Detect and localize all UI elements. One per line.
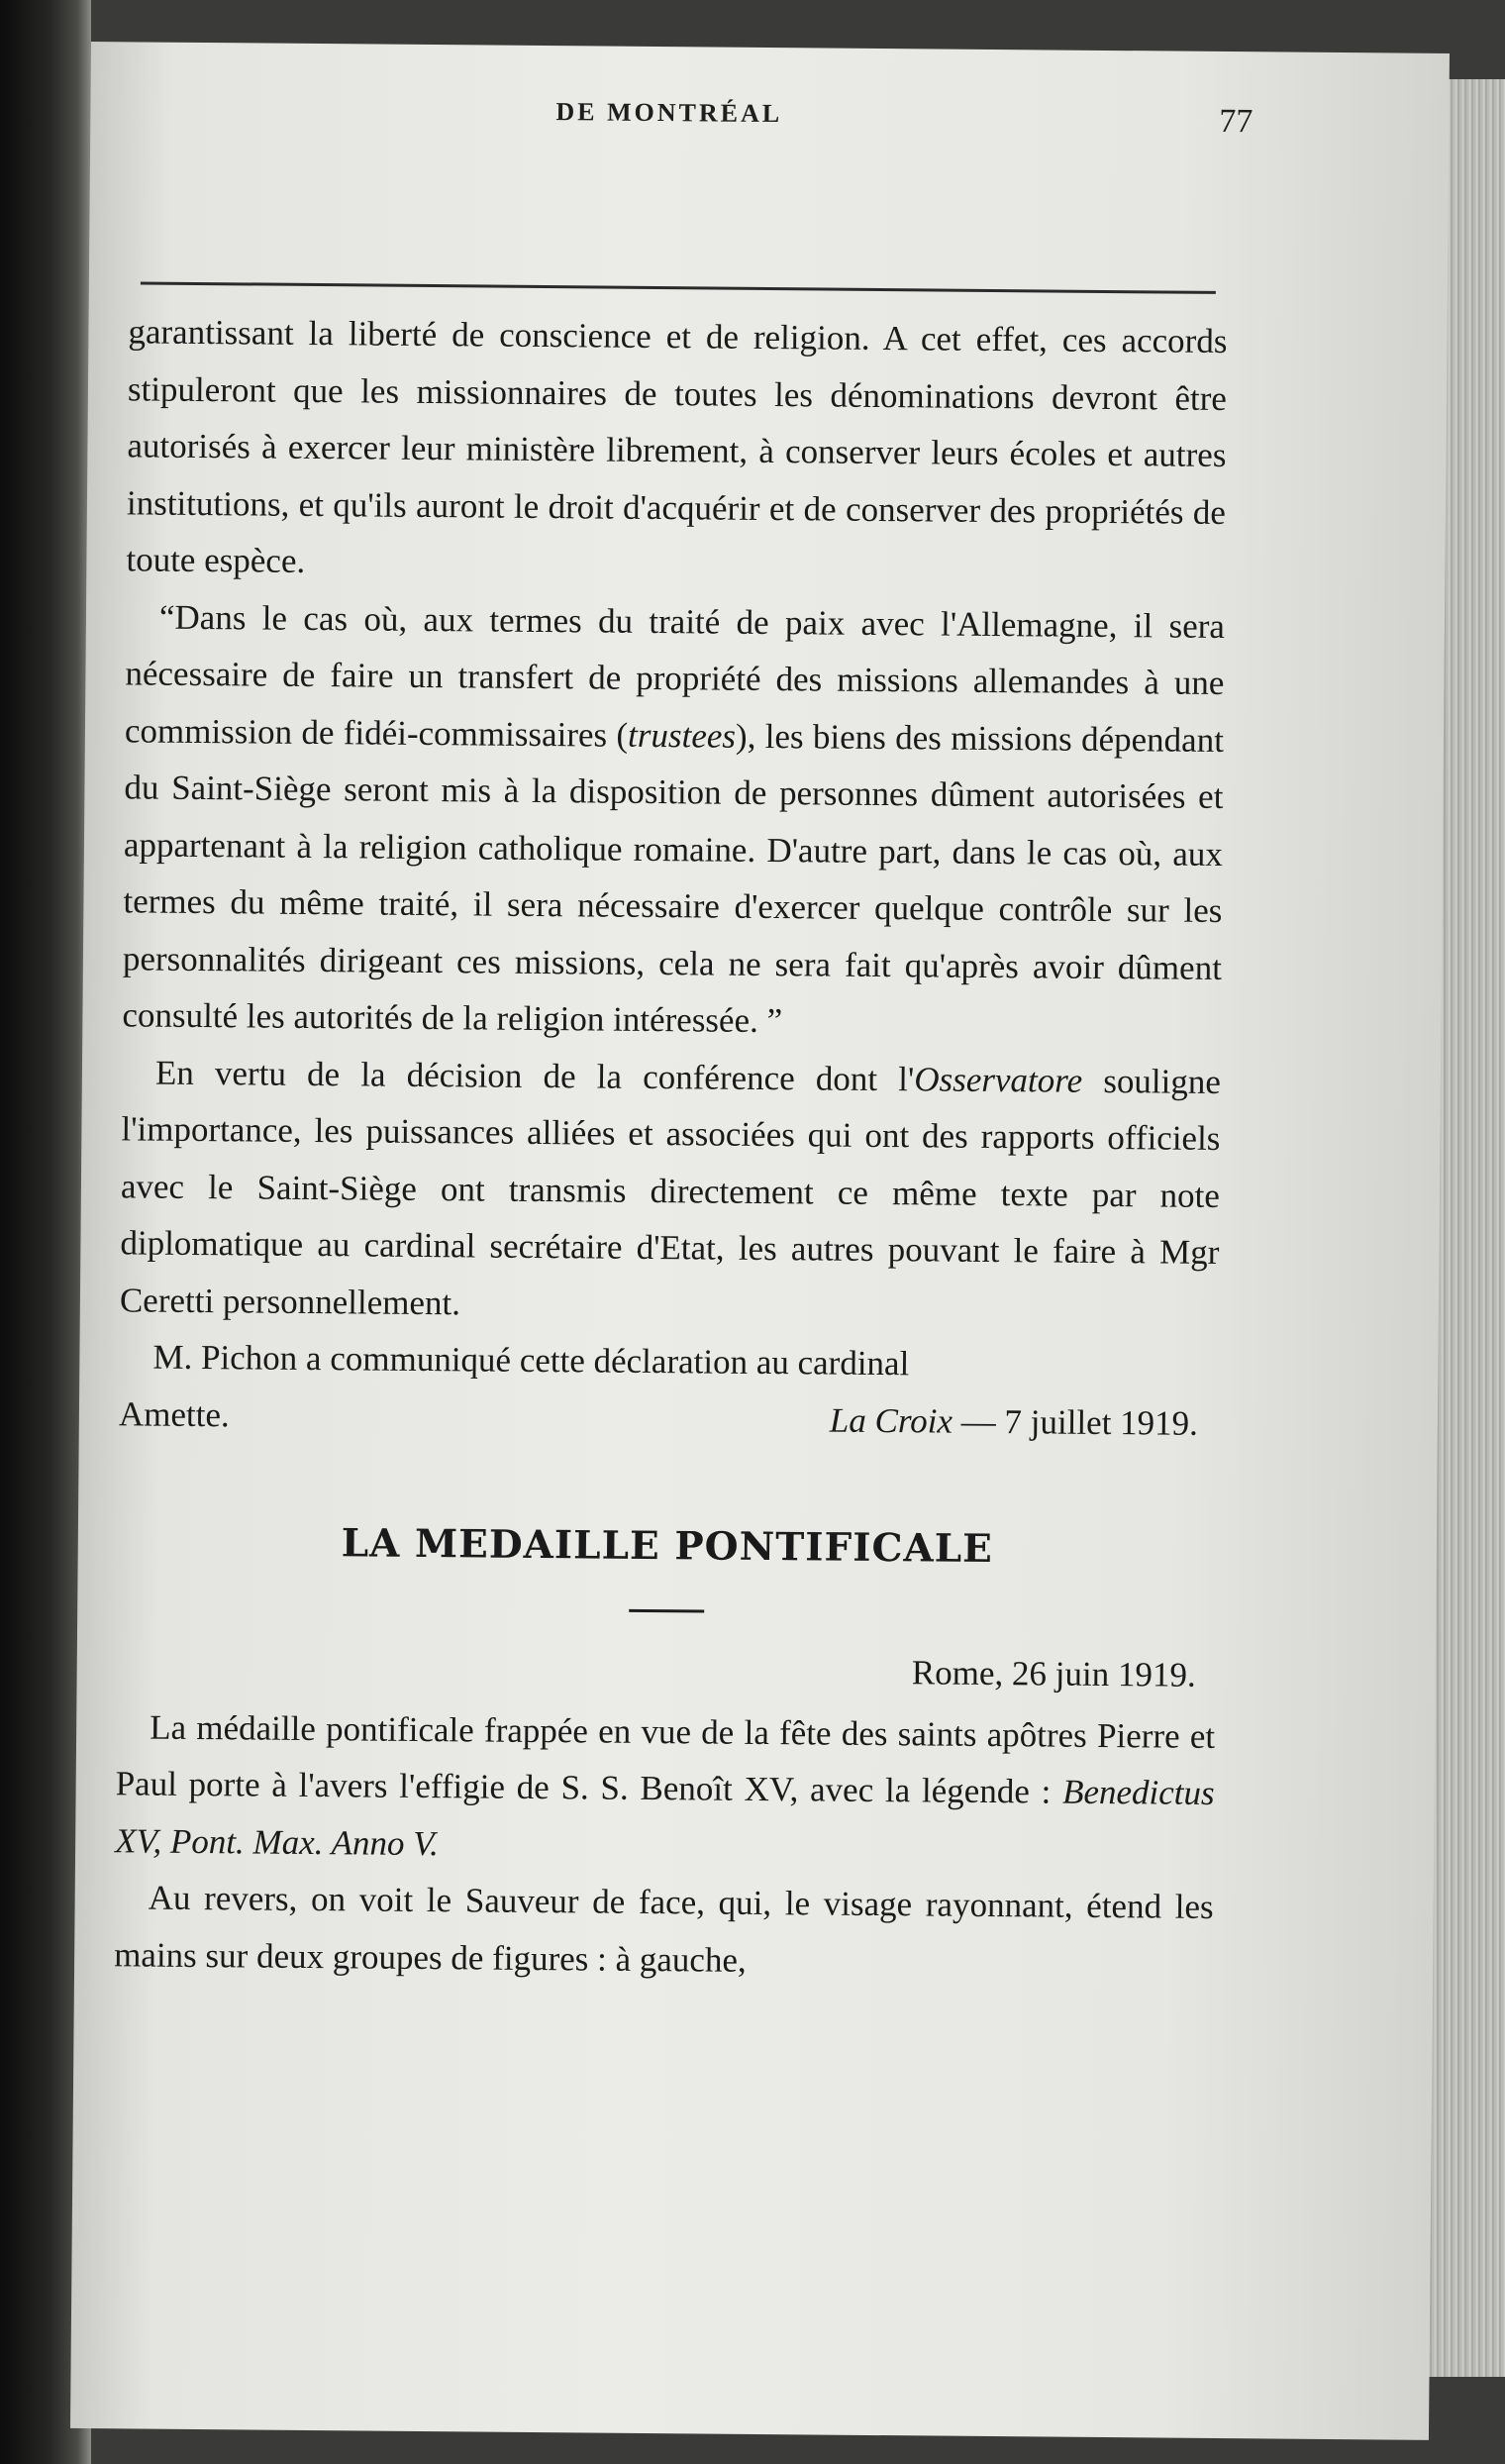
section-paragraph-2: Au revers, on voit le Sauveur de face, qui, le visage rayonnant, étend les mains sur deux groupes de figures : à gauche, — [114, 1878, 1214, 1980]
source-citation — [830, 1391, 1219, 1452]
page-number: 77 — [1219, 102, 1254, 141]
section-title: LA MEDAILLE PONTIFICALE — [341, 1520, 994, 1573]
source-name: La Croix — [829, 1400, 953, 1441]
paragraph-4-end: Amette. — [118, 1393, 230, 1434]
paragraph-2-quote: “Dans le cas où, aux termes du traité de paix avec l'Allemagne, il sera nécessaire de faire un transfert de propriété des missions allemandes à une commission de fidéi-commissaires (trustees), les biens des missions dépendant du Saint-Siège seront mis à la disposition de personnes dûment autorisées et appartenant à la religion catholique romaine. D'autre part, dans le cas où, aux termes du même traité, il sera nécessaire d'exercer quelque contrôle sur les personnalités dirigeant ces missions, cela ne sera fait qu'après avoir dûment consulté les autorités de la religion intéressée. ” — [122, 597, 1226, 1041]
medal-legend: Benedictus XV, Pont. Max. Anno V. — [115, 1772, 1215, 1863]
italic-osservatore: Osservatore — [914, 1059, 1083, 1100]
header-rule — [141, 281, 1216, 293]
section-paragraph-1: La médaille pontificale frappée en vue de la fête des saints apôtres Pierre et Paul porte à l'avers l'effigie de S. S. Benoît XV, avec la légende : Benedictus XV, Pont. Max. Anno V. — [115, 1707, 1216, 1863]
dateline: Rome, 26 juin 1919. — [911, 1653, 1196, 1694]
italic-trustees: trustees — [627, 715, 737, 756]
book-page — [70, 42, 1450, 2440]
running-head: DE MONTRÉAL — [555, 97, 783, 129]
paragraph-4: M. Pichon a communiqué cette déclaration au cardinal — [152, 1337, 910, 1384]
source-line — [119, 1386, 1218, 1452]
body-text — [114, 303, 1228, 1993]
paragraph-1: garantissant la liberté de conscience et de religion. A cet effet, ces accords stipuleront que les missionnaires de toutes les dénominations devront être autorisés à exercer leur ministère librement, à conserver leurs écoles et autres institutions, et qu'ils auront le droit d'acquérir et de conserver des propriétés de toute espèce. — [126, 312, 1228, 580]
paragraph-3: En vertu de la décision de la conférence dont l'Osservatore souligne l'importance, les puissances alliées et associées qui ont des rapports officiels avec le Saint-Siège ont transmis directement ce même texte par note diplomatique au cardinal secrétaire d'Etat, les autres pouvant le faire à Mgr Ceretti personnellement. — [119, 1053, 1222, 1322]
source-date: — 7 juillet 1919. — [952, 1401, 1199, 1443]
section-rule — [629, 1609, 704, 1613]
